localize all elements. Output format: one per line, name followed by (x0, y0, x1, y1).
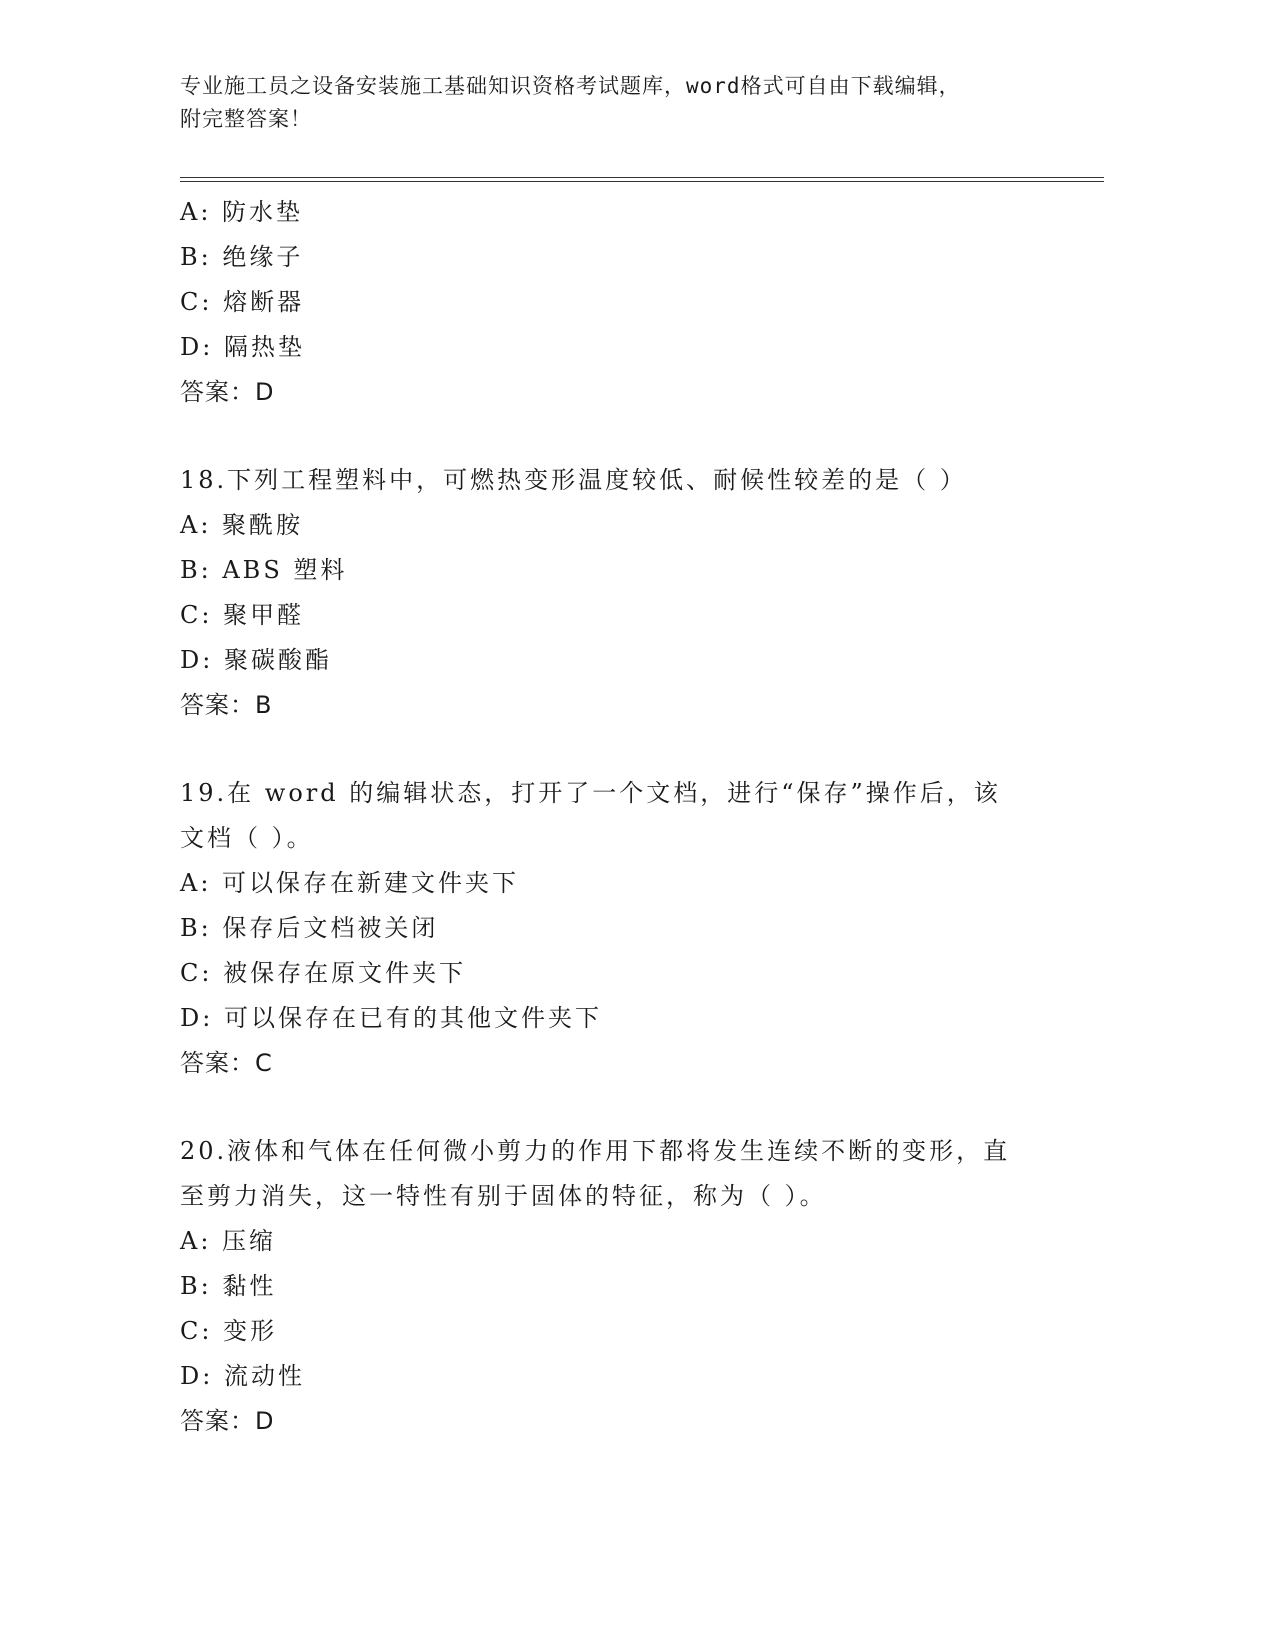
option-b: B: 绝缘子 (180, 243, 304, 271)
question-stem-line-2: 文档（ ）。 (180, 824, 314, 852)
document-header (180, 70, 1060, 136)
option-c: C: 变形 (180, 1317, 278, 1345)
answer-line: 答案：C (180, 1049, 273, 1077)
question-stem: 18.下列工程塑料中，可燃热变形温度较低、耐候性较差的是（ ） (180, 466, 967, 494)
answer-line: 答案：D (180, 1407, 275, 1435)
option-c: C: 被保存在原文件夹下 (180, 959, 467, 987)
option-d: D: 聚碳酸酯 (180, 646, 332, 674)
option-a: A: 防水垫 (180, 198, 304, 226)
question-19 (180, 771, 1080, 1086)
spacer (180, 415, 1080, 458)
option-d: D: 隔热垫 (180, 333, 305, 361)
option-b: B: 黏性 (180, 1272, 277, 1300)
question-list (180, 190, 1080, 1444)
question-stem-line-1: 19.在 word 的编辑状态，打开了一个文档，进行“保存”操作后，该 (180, 779, 1001, 807)
header-line-1: 专业施工员之设备安装施工基础知识资格考试题库，word格式可自由下载编辑， (180, 74, 961, 98)
answer-line: 答案：D (180, 378, 275, 406)
spacer (180, 1086, 1080, 1129)
option-a: A: 可以保存在新建文件夹下 (180, 869, 520, 897)
option-a: A: 聚酰胺 (180, 511, 304, 539)
header-line-2: 附完整答案！ (180, 107, 312, 131)
option-d: D: 流动性 (180, 1362, 305, 1390)
question-stem-line-1: 20.液体和气体在任何微小剪力的作用下都将发生连续不断的变形，直 (180, 1137, 1011, 1165)
spacer (180, 728, 1080, 771)
option-d: D: 可以保存在已有的其他文件夹下 (180, 1004, 602, 1032)
question-stem-line-2: 至剪力消失，这一特性有别于固体的特征，称为（ ）。 (180, 1182, 827, 1210)
question-17 (180, 190, 1080, 415)
option-b: B: ABS 塑料 (180, 556, 348, 584)
question-20 (180, 1129, 1080, 1444)
answer-line: 答案：B (180, 691, 273, 719)
header-divider (180, 177, 1104, 182)
option-a: A: 压缩 (180, 1227, 277, 1255)
question-18 (180, 458, 1080, 728)
option-b: B: 保存后文档被关闭 (180, 914, 439, 942)
option-c: C: 熔断器 (180, 288, 305, 316)
option-c: C: 聚甲醛 (180, 601, 305, 629)
